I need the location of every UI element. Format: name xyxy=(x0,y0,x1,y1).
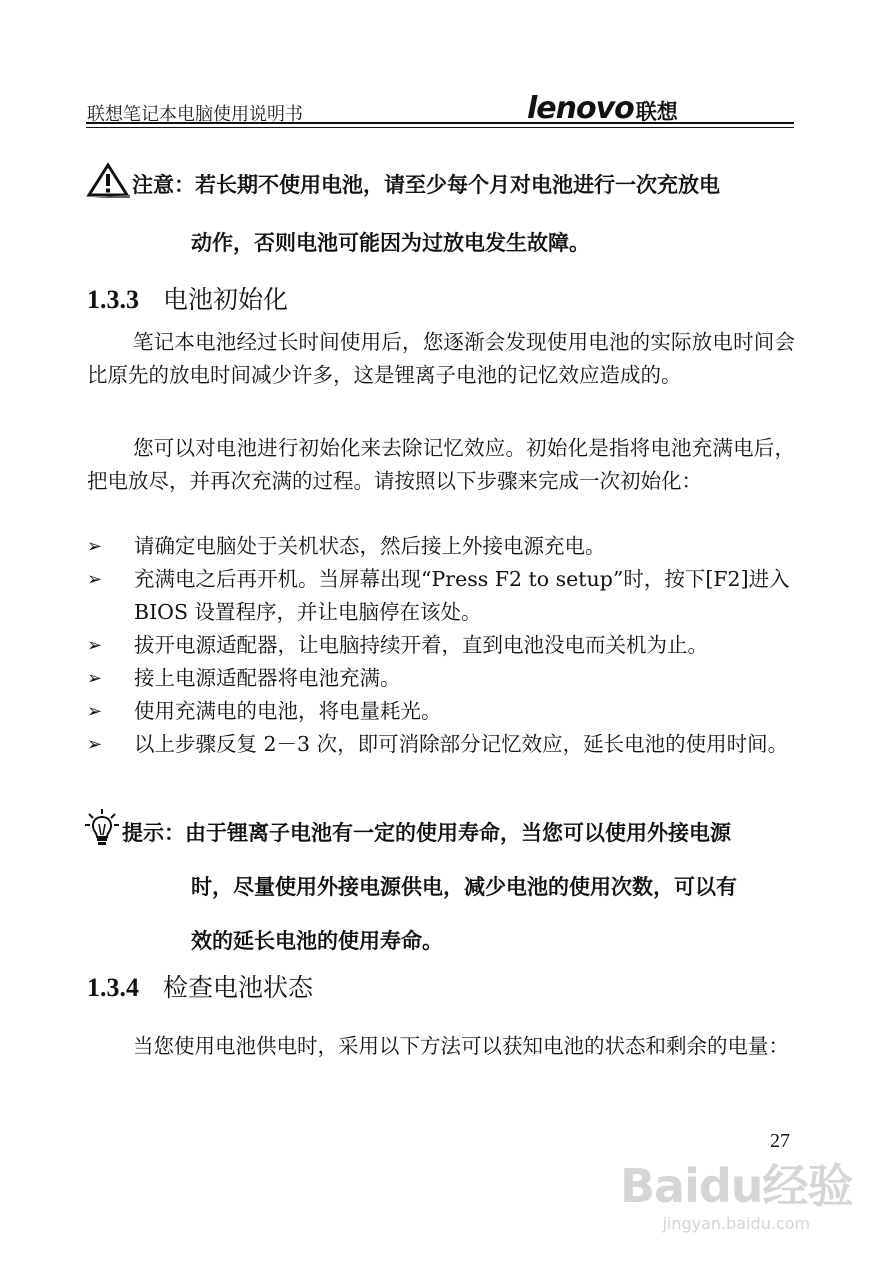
section-title: 电池初始化 xyxy=(163,285,289,314)
watermark-main: Baidu经验 xyxy=(620,1159,853,1213)
lightbulb-icon xyxy=(84,808,120,848)
bullet-arrow-icon: ➢ xyxy=(87,668,103,689)
section-heading-1-3-3 xyxy=(87,280,288,316)
tip-callout xyxy=(86,808,794,956)
bullet-arrow-icon: ➢ xyxy=(87,536,103,557)
list-item-text: 充满电之后再开机。当屏幕出现“Press F2 to setup”时，按下[F2]进入 BIOS 设置程序，并让电脑停在该处。 xyxy=(134,567,790,624)
note-text-1: 注意：若长期不使用电池，请至少每个月对电池进行一次充放电 xyxy=(132,173,720,197)
logo-cn-text: 联想 xyxy=(635,99,678,124)
watermark-url: jingyan.baidu.com xyxy=(662,1214,811,1233)
tip-text-2: 时，尽量使用外接电源供电，减少电池的使用次数，可以有 xyxy=(191,875,737,899)
lenovo-logo xyxy=(527,88,678,124)
bullet-arrow-icon: ➢ xyxy=(87,635,103,656)
list-item-text: 拔开电源适配器，让电脑持续开着，直到电池没电而关机为止。 xyxy=(134,633,708,657)
list-item-text: 接上电源适配器将电池充满。 xyxy=(134,666,401,690)
note-line-1 xyxy=(86,162,794,200)
list-item-text: 使用充满电的电池，将电量耗光。 xyxy=(134,699,442,723)
paragraph-battery-status: 当您使用电池供电时，采用以下方法可以获知电池的状态和剩余的电量： xyxy=(133,1033,789,1058)
list-item xyxy=(87,695,797,728)
list-item xyxy=(87,728,797,761)
steps-list xyxy=(87,530,797,761)
section-heading-1-3-4 xyxy=(87,968,313,1004)
list-item xyxy=(87,629,797,662)
list-item xyxy=(87,530,797,563)
page-number: 27 xyxy=(770,1130,790,1152)
baidu-jingyan-watermark xyxy=(620,1150,853,1233)
bullet-arrow-icon: ➢ xyxy=(87,734,103,755)
bullet-arrow-icon: ➢ xyxy=(87,701,103,722)
logo-latin-text: lenovo xyxy=(527,91,634,126)
list-item xyxy=(87,563,797,629)
list-item-text: 以上步骤反复 2－3 次，即可消除部分记忆效应，延长电池的使用时间。 xyxy=(134,732,789,756)
warning-triangle-icon xyxy=(86,162,130,198)
list-item-text: 请确定电脑处于关机状态，然后接上外接电源充电。 xyxy=(134,534,606,558)
tip-line-1 xyxy=(84,808,794,848)
section-number: 1.3.3 xyxy=(87,285,139,314)
note-callout xyxy=(86,162,794,258)
header-rule xyxy=(86,122,794,128)
section-title: 检查电池状态 xyxy=(163,973,314,1002)
paragraph-initialization: 您可以对电池进行初始化来去除记忆效应。初始化是指将电池充满电后，把电放尽，并再次充满的过程。请按照以下步骤来完成一次初始化： xyxy=(87,435,795,493)
bullet-arrow-icon: ➢ xyxy=(87,569,103,590)
paragraph-memory-effect: 笔记本电池经过长时间使用后，您逐渐会发现使用电池的实际放电时间会比原先的放电时间减少许多，这是锂离子电池的记忆效应造成的。 xyxy=(87,329,795,387)
tip-text-1: 提示：由于锂离子电池有一定的使用寿命，当您可以使用外接电源 xyxy=(122,821,731,845)
tip-text-3: 效的延长电池的使用寿命。 xyxy=(191,929,443,953)
note-text-2: 动作，否则电池可能因为过放电发生故障。 xyxy=(191,231,590,255)
header-title: 联想笔记本电脑使用说明书 xyxy=(87,104,303,125)
list-item xyxy=(87,662,797,695)
section-number: 1.3.4 xyxy=(87,973,139,1002)
